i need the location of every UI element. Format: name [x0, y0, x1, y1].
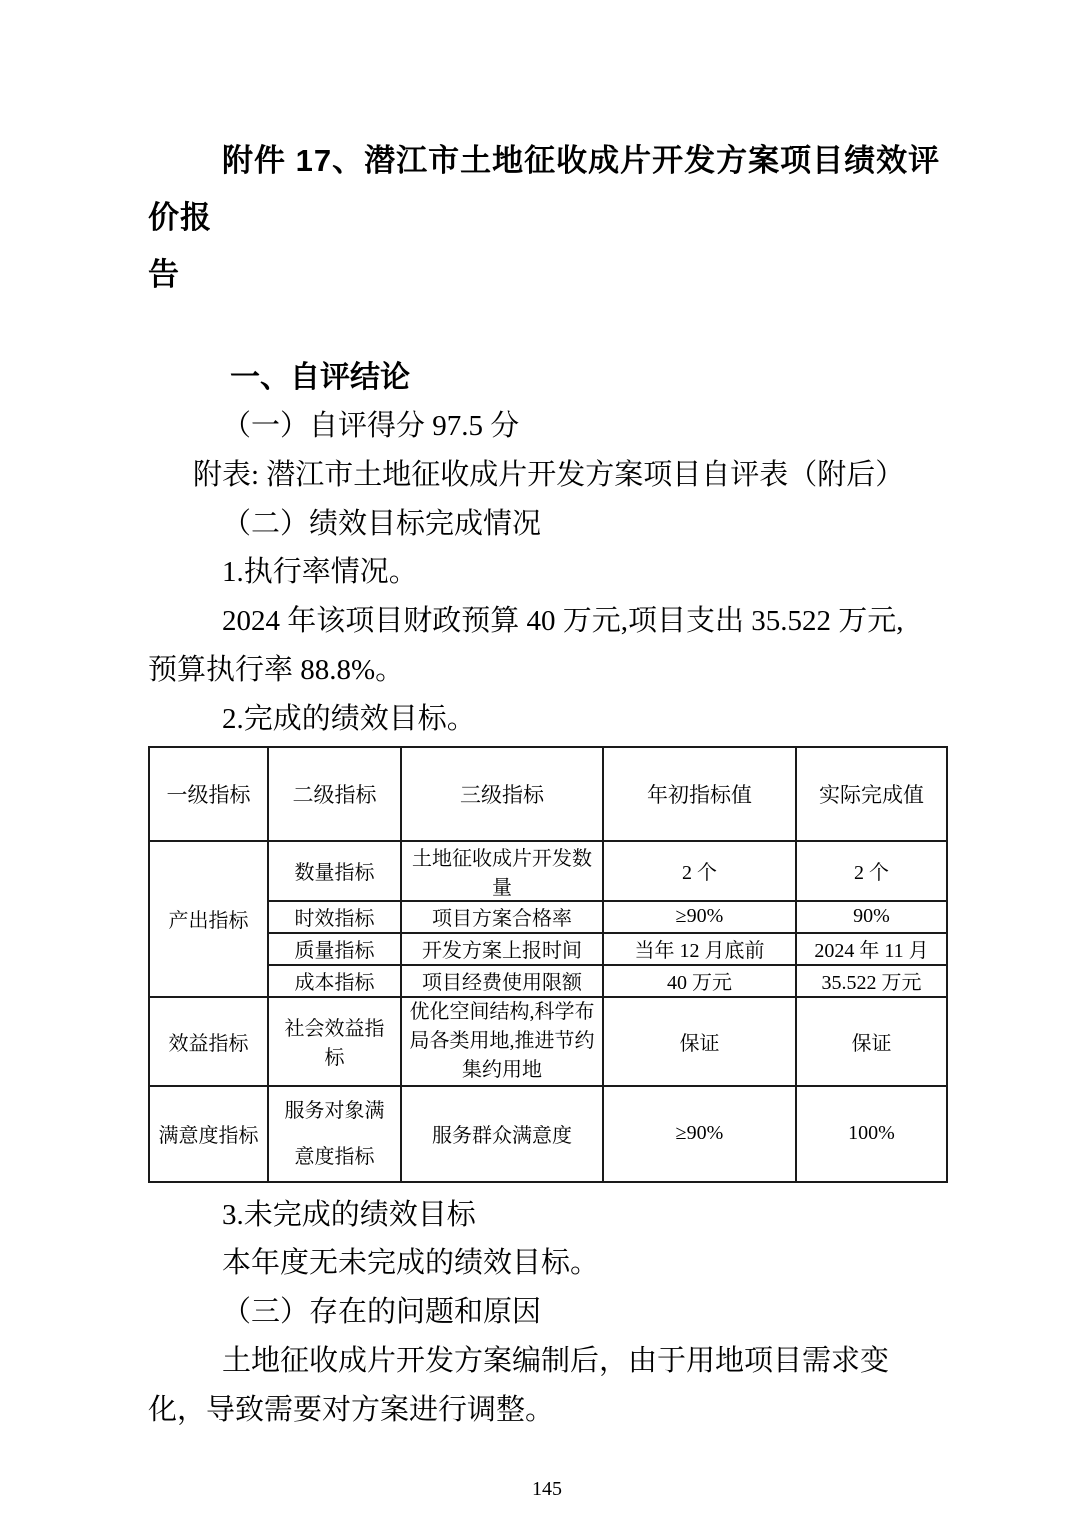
document-content	[148, 0, 946, 1503]
table-header-row	[149, 747, 947, 841]
cell-actual: 35.522 万元	[796, 965, 947, 997]
table-header-level2: 二级指标	[268, 747, 401, 841]
cell-target: ≥90%	[603, 1086, 796, 1182]
cell-level2: 时效指标	[268, 901, 401, 933]
cell-actual: 保证	[796, 997, 947, 1086]
table-row	[149, 997, 947, 1086]
item3-body: 本年度无未完成的绩效目标。	[222, 1247, 600, 1280]
cell-actual: 90%	[796, 901, 947, 933]
cell-target: ≥90%	[603, 901, 796, 933]
table-row	[149, 933, 947, 965]
cell-level3: 项目经费使用限额	[401, 965, 603, 997]
table-row	[149, 1086, 947, 1182]
cell-level3: 土地征收成片开发数量	[401, 841, 603, 901]
item2-title: 2.完成的绩效目标。	[222, 702, 476, 735]
cell-level2: 服务对象满意度指标	[268, 1086, 401, 1182]
table-row	[149, 901, 947, 933]
section-body-bottom	[148, 1191, 946, 1435]
table-header-actual: 实际完成值	[796, 747, 947, 841]
subsection-2-heading: （二）绩效目标完成情况	[222, 507, 542, 540]
table-header-level3: 三级指标	[401, 747, 603, 841]
cell-level2: 质量指标	[268, 933, 401, 965]
cell-actual: 2 个	[796, 841, 947, 901]
document-title-line1: 附件 17、潜江市土地征收成片开发方案项目绩效评价报	[148, 143, 941, 235]
cell-target: 保证	[603, 997, 796, 1086]
group-output-label: 产出指标	[149, 841, 268, 997]
page-number: 145	[532, 1477, 562, 1500]
cell-actual: 2024 年 11 月	[796, 933, 947, 965]
section-heading-self-evaluation: 一、自评结论	[230, 361, 410, 394]
cell-target: 40 万元	[603, 965, 796, 997]
problem-paragraph-line1: 土地征收成片开发方案编制后，由于用地项目需求变	[222, 1344, 890, 1377]
item1-title: 1.执行率情况。	[222, 556, 418, 589]
subsection-3-heading: （三）存在的问题和原因	[222, 1296, 542, 1329]
self-score-line: （一）自评得分 97.5 分	[222, 410, 520, 442]
performance-indicator-table	[148, 746, 948, 1183]
group-satisfaction-label: 满意度指标	[149, 1086, 268, 1182]
table-header-target: 年初指标值	[603, 747, 796, 841]
document-title	[148, 132, 946, 303]
item3-title: 3.未完成的绩效目标	[222, 1198, 476, 1231]
budget-paragraph-line1: 2024 年该项目财政预算 40 万元,项目支出 35.522 万元,	[222, 605, 904, 638]
cell-target: 当年 12 月底前	[603, 933, 796, 965]
cell-target: 2 个	[603, 841, 796, 901]
cell-level3: 服务群众满意度	[401, 1086, 603, 1182]
cell-level3: 项目方案合格率	[401, 901, 603, 933]
cell-level2: 成本指标	[268, 965, 401, 997]
cell-actual: 100%	[796, 1086, 947, 1182]
cell-level2: 数量指标	[268, 841, 401, 901]
cell-level3: 优化空间结构,科学布局各类用地,推进节约集约用地	[401, 997, 603, 1086]
cell-level2: 社会效益指标	[268, 997, 401, 1086]
budget-paragraph-line2: 预算执行率 88.8%。	[148, 653, 405, 686]
table-header-level1: 一级指标	[149, 747, 268, 841]
attachment-reference-line: 附表: 潜江市土地征收成片开发方案项目自评表（附后）	[193, 458, 905, 491]
section-body-top	[148, 402, 946, 744]
group-benefit-label: 效益指标	[149, 997, 268, 1086]
document-title-line2: 告	[148, 257, 180, 292]
table-row	[149, 965, 947, 997]
table-row	[149, 841, 947, 901]
cell-level3: 开发方案上报时间	[401, 933, 603, 965]
problem-paragraph-line2: 化，导致需要对方案进行调整。	[148, 1393, 555, 1426]
